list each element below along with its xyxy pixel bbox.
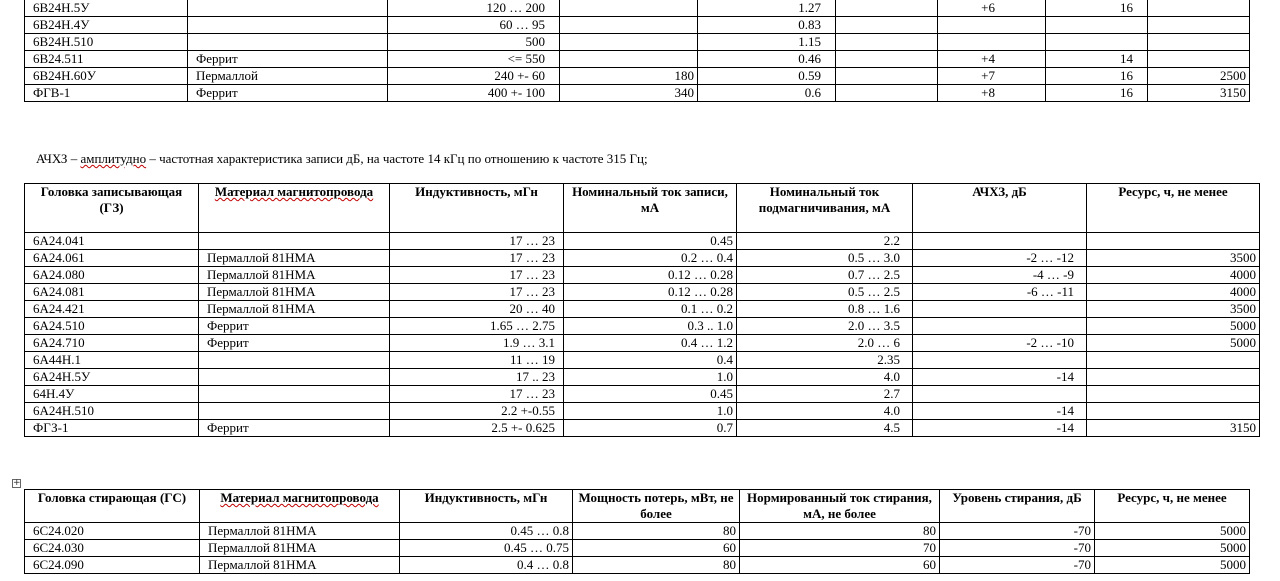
table-cell xyxy=(836,17,938,34)
table-cell xyxy=(913,386,1087,403)
table-cell: 1.65 … 2.75 xyxy=(390,318,564,335)
table-cell: 6А44Н.1 xyxy=(25,352,199,369)
table-cell: 60 xyxy=(740,557,940,574)
table-cell xyxy=(836,68,938,85)
erase-table-body xyxy=(25,523,1250,574)
table-row xyxy=(25,267,1260,284)
table-row xyxy=(25,369,1260,386)
header-bias-current: Номинальный ток подмагничивания, мА xyxy=(737,184,913,233)
table-cell xyxy=(560,51,698,68)
header-core-material-text: Материал магнитопровода xyxy=(214,184,374,199)
table-cell: -4 … -9 xyxy=(913,267,1087,284)
table-cell: 4000 xyxy=(1087,267,1260,284)
table-cell: ФГВ-1 xyxy=(25,85,188,102)
table-cell: +4 xyxy=(938,51,1046,68)
table-cell: 5000 xyxy=(1095,557,1250,574)
table-cell xyxy=(938,34,1046,51)
table-cell: 0.4 … 1.2 xyxy=(564,335,737,352)
table-cell: 0.59 xyxy=(698,68,836,85)
table-cell: 16 xyxy=(1046,85,1148,102)
table-cell: -14 xyxy=(913,369,1087,386)
table-cell: 20 … 40 xyxy=(390,301,564,318)
table-cell: 6А24.081 xyxy=(25,284,199,301)
table-cell xyxy=(1148,51,1250,68)
table-cell: Пермаллой 81НМА xyxy=(199,284,390,301)
table-cell: 6С24.020 xyxy=(25,523,200,540)
table-cell: 6С24.090 xyxy=(25,557,200,574)
table-cell xyxy=(913,318,1087,335)
table-row xyxy=(25,68,1250,85)
header-recording-head: Головка записывающая (ГЗ) xyxy=(25,184,199,233)
table-cell xyxy=(836,51,938,68)
table-cell: 5000 xyxy=(1087,318,1260,335)
ahchz-caption xyxy=(36,151,648,167)
table-cell: -70 xyxy=(940,557,1095,574)
table-cell: 6В24Н.4У xyxy=(25,17,188,34)
table-cell: 80 xyxy=(740,523,940,540)
table-cell: 0.7 … 2.5 xyxy=(737,267,913,284)
table-row xyxy=(25,386,1260,403)
table-cell xyxy=(913,233,1087,250)
table-cell xyxy=(199,369,390,386)
table-row xyxy=(25,540,1250,557)
header-loss-power: Мощность потерь, мВт, не более xyxy=(573,490,740,523)
table-cell: 6С24.030 xyxy=(25,540,200,557)
header-write-current: Номинальный ток записи, мА xyxy=(564,184,737,233)
recording-heads-table xyxy=(24,183,1260,437)
table-row xyxy=(25,284,1260,301)
table-row xyxy=(25,85,1250,102)
table-row xyxy=(25,318,1260,335)
table-cell: 4.0 xyxy=(737,369,913,386)
table-cell: 0.6 xyxy=(698,85,836,102)
table-cell: 3150 xyxy=(1148,85,1250,102)
table-cell: 6А24.041 xyxy=(25,233,199,250)
header-erase-current: Нормированный ток стирания, мА, не более xyxy=(740,490,940,523)
table-cell: 2.2 xyxy=(737,233,913,250)
table-cell: +7 xyxy=(938,68,1046,85)
recording-header-row xyxy=(25,184,1260,233)
header-erase-head: Головка стирающая (ГС) xyxy=(25,490,200,523)
table-cell xyxy=(199,386,390,403)
table-cell: 2.5 +- 0.625 xyxy=(390,420,564,437)
header-erase-inductance: Индуктивность, мГн xyxy=(400,490,573,523)
table-cell: 0.4 xyxy=(564,352,737,369)
table-cell: 2.2 +-0.55 xyxy=(390,403,564,420)
table-cell: 5000 xyxy=(1095,523,1250,540)
header-inductance: Индуктивность, мГн xyxy=(390,184,564,233)
table-cell: Феррит xyxy=(199,318,390,335)
table-cell: 240 +- 60 xyxy=(388,68,560,85)
caption-rest: – частотная характеристика записи дБ, на частоте 14 кГц по отношению к частоте 315 Гц; xyxy=(146,151,648,166)
erase-heads-table xyxy=(24,489,1250,574)
table-cell: Феррит xyxy=(188,85,388,102)
table-cell xyxy=(1087,352,1260,369)
table-cell xyxy=(836,34,938,51)
table-cell: -6 … -11 xyxy=(913,284,1087,301)
table-cell: -2 … -10 xyxy=(913,335,1087,352)
table-cell xyxy=(1087,369,1260,386)
table-row xyxy=(25,403,1260,420)
table-cell: 2500 xyxy=(1148,68,1250,85)
move-table-icon[interactable]: + xyxy=(13,478,21,488)
table-cell: 400 +- 100 xyxy=(388,85,560,102)
table-cell: 4000 xyxy=(1087,284,1260,301)
table-cell: 6А24Н.510 xyxy=(25,403,199,420)
recording-table-body xyxy=(25,233,1260,437)
table-row xyxy=(25,301,1260,318)
table-cell: 16 xyxy=(1046,0,1148,17)
table-cell: 17 … 23 xyxy=(390,284,564,301)
table-cell: 6В24.511 xyxy=(25,51,188,68)
table-cell: +6 xyxy=(938,0,1046,17)
table-cell: 6В24Н.5У xyxy=(25,0,188,17)
table-cell: Пермаллой 81НМА xyxy=(199,301,390,318)
table-cell: 6А24.421 xyxy=(25,301,199,318)
table-cell xyxy=(188,17,388,34)
table-cell: Феррит xyxy=(199,335,390,352)
table-cell: 17 … 23 xyxy=(390,233,564,250)
table-cell xyxy=(188,0,388,17)
table-cell: -70 xyxy=(940,540,1095,557)
table-cell: 2.7 xyxy=(737,386,913,403)
table-cell: 1.27 xyxy=(698,0,836,17)
table-cell: 6А24.080 xyxy=(25,267,199,284)
table-cell xyxy=(199,403,390,420)
table-cell: 0.7 xyxy=(564,420,737,437)
table-cell: -2 … -12 xyxy=(913,250,1087,267)
table-row xyxy=(25,0,1250,17)
table-cell: 1.0 xyxy=(564,403,737,420)
table-cell xyxy=(836,85,938,102)
table-cell xyxy=(1087,233,1260,250)
table-cell xyxy=(1148,17,1250,34)
table-row xyxy=(25,250,1260,267)
table-cell xyxy=(1148,34,1250,51)
table-cell xyxy=(836,0,938,17)
table-cell: 60 … 95 xyxy=(388,17,560,34)
playback-heads-table xyxy=(24,0,1250,102)
header-erase-level: Уровень стирания, дБ xyxy=(940,490,1095,523)
table-cell: 6А24.510 xyxy=(25,318,199,335)
table-cell: 6А24.061 xyxy=(25,250,199,267)
table-cell: 0.5 … 3.0 xyxy=(737,250,913,267)
table-cell xyxy=(1087,403,1260,420)
table-cell: 340 xyxy=(560,85,698,102)
table-cell xyxy=(199,233,390,250)
table-cell xyxy=(199,352,390,369)
table-cell: -70 xyxy=(940,523,1095,540)
table-cell: +8 xyxy=(938,85,1046,102)
table-cell: 2.0 … 6 xyxy=(737,335,913,352)
table-cell: 80 xyxy=(573,523,740,540)
table-cell: 64Н.4У xyxy=(25,386,199,403)
table-cell: 0.3 .. 1.0 xyxy=(564,318,737,335)
table-cell xyxy=(938,17,1046,34)
table-row xyxy=(25,420,1260,437)
table-cell: Пермаллой xyxy=(188,68,388,85)
table-cell: 17 … 23 xyxy=(390,267,564,284)
table-cell: Феррит xyxy=(188,51,388,68)
header-erase-core-material xyxy=(200,490,400,523)
table-row xyxy=(25,557,1250,574)
table-cell: 1.0 xyxy=(564,369,737,386)
table-cell: 0.4 … 0.8 xyxy=(400,557,573,574)
table-cell: 5000 xyxy=(1087,335,1260,352)
table-cell: 3500 xyxy=(1087,301,1260,318)
table-cell xyxy=(913,352,1087,369)
table-cell: 4.5 xyxy=(737,420,913,437)
table-cell xyxy=(560,17,698,34)
table-cell: Пермаллой 81НМА xyxy=(199,267,390,284)
table-row xyxy=(25,17,1250,34)
table-cell: 0.12 … 0.28 xyxy=(564,284,737,301)
playback-table-body xyxy=(25,0,1250,102)
table-cell: 0.12 … 0.28 xyxy=(564,267,737,284)
table-cell: 0.45 xyxy=(564,386,737,403)
table-cell: 5000 xyxy=(1095,540,1250,557)
table-cell xyxy=(560,0,698,17)
table-cell: 16 xyxy=(1046,68,1148,85)
table-cell: 0.8 … 1.6 xyxy=(737,301,913,318)
table-row xyxy=(25,51,1250,68)
table-cell: Феррит xyxy=(199,420,390,437)
table-cell xyxy=(1046,17,1148,34)
header-resource: Ресурс, ч, не менее xyxy=(1087,184,1260,233)
table-cell: 60 xyxy=(573,540,740,557)
table-row xyxy=(25,352,1260,369)
table-cell: 6А24.710 xyxy=(25,335,199,352)
table-cell: 11 … 19 xyxy=(390,352,564,369)
table-row xyxy=(25,335,1260,352)
header-erase-core-material-text: Материал магнитопровода xyxy=(220,490,379,505)
table-cell: 1.15 xyxy=(698,34,836,51)
table-cell xyxy=(1148,0,1250,17)
table-cell: 180 xyxy=(560,68,698,85)
table-cell: 0.2 … 0.4 xyxy=(564,250,737,267)
table-row xyxy=(25,34,1250,51)
table-cell: -14 xyxy=(913,403,1087,420)
table-cell: 14 xyxy=(1046,51,1148,68)
table-row xyxy=(25,233,1260,250)
table-cell: 0.46 xyxy=(698,51,836,68)
table-cell: 3150 xyxy=(1087,420,1260,437)
table-cell xyxy=(188,34,388,51)
table-cell: 2.0 … 3.5 xyxy=(737,318,913,335)
table-cell: 17 … 23 xyxy=(390,386,564,403)
table-cell: Пермаллой 81НМА xyxy=(200,557,400,574)
table-cell: Пермаллой 81НМА xyxy=(199,250,390,267)
table-cell: 6В24Н.60У xyxy=(25,68,188,85)
table-cell: 1.9 … 3.1 xyxy=(390,335,564,352)
table-cell: 6А24Н.5У xyxy=(25,369,199,386)
table-cell: ФГЗ-1 xyxy=(25,420,199,437)
table-cell: 70 xyxy=(740,540,940,557)
table-cell xyxy=(560,34,698,51)
table-cell: 0.45 xyxy=(564,233,737,250)
table-cell: 4.0 xyxy=(737,403,913,420)
table-cell: 500 xyxy=(388,34,560,51)
header-core-material xyxy=(199,184,390,233)
table-cell: 0.45 … 0.75 xyxy=(400,540,573,557)
table-row xyxy=(25,523,1250,540)
table-cell xyxy=(1087,386,1260,403)
table-cell: -14 xyxy=(913,420,1087,437)
header-ahchz: АЧХЗ, дБ xyxy=(913,184,1087,233)
table-cell: 2.35 xyxy=(737,352,913,369)
header-erase-resource: Ресурс, ч, не менее xyxy=(1095,490,1250,523)
table-cell: Пермаллой 81НМА xyxy=(200,523,400,540)
table-cell: 17 .. 23 xyxy=(390,369,564,386)
table-cell: 6В24Н.510 xyxy=(25,34,188,51)
table-cell: 120 … 200 xyxy=(388,0,560,17)
caption-underlined-word: амплитудно xyxy=(80,151,147,166)
table-cell: 0.83 xyxy=(698,17,836,34)
table-cell: Пермаллой 81НМА xyxy=(200,540,400,557)
table-cell: 0.45 … 0.8 xyxy=(400,523,573,540)
caption-prefix: АЧХЗ – xyxy=(36,151,81,166)
table-cell: 17 … 23 xyxy=(390,250,564,267)
table-cell: 0.5 … 2.5 xyxy=(737,284,913,301)
erase-header-row xyxy=(25,490,1250,523)
table-cell: <= 550 xyxy=(388,51,560,68)
table-cell: 3500 xyxy=(1087,250,1260,267)
table-cell xyxy=(913,301,1087,318)
table-cell xyxy=(1046,34,1148,51)
table-cell: 80 xyxy=(573,557,740,574)
table-cell: 0.1 … 0.2 xyxy=(564,301,737,318)
